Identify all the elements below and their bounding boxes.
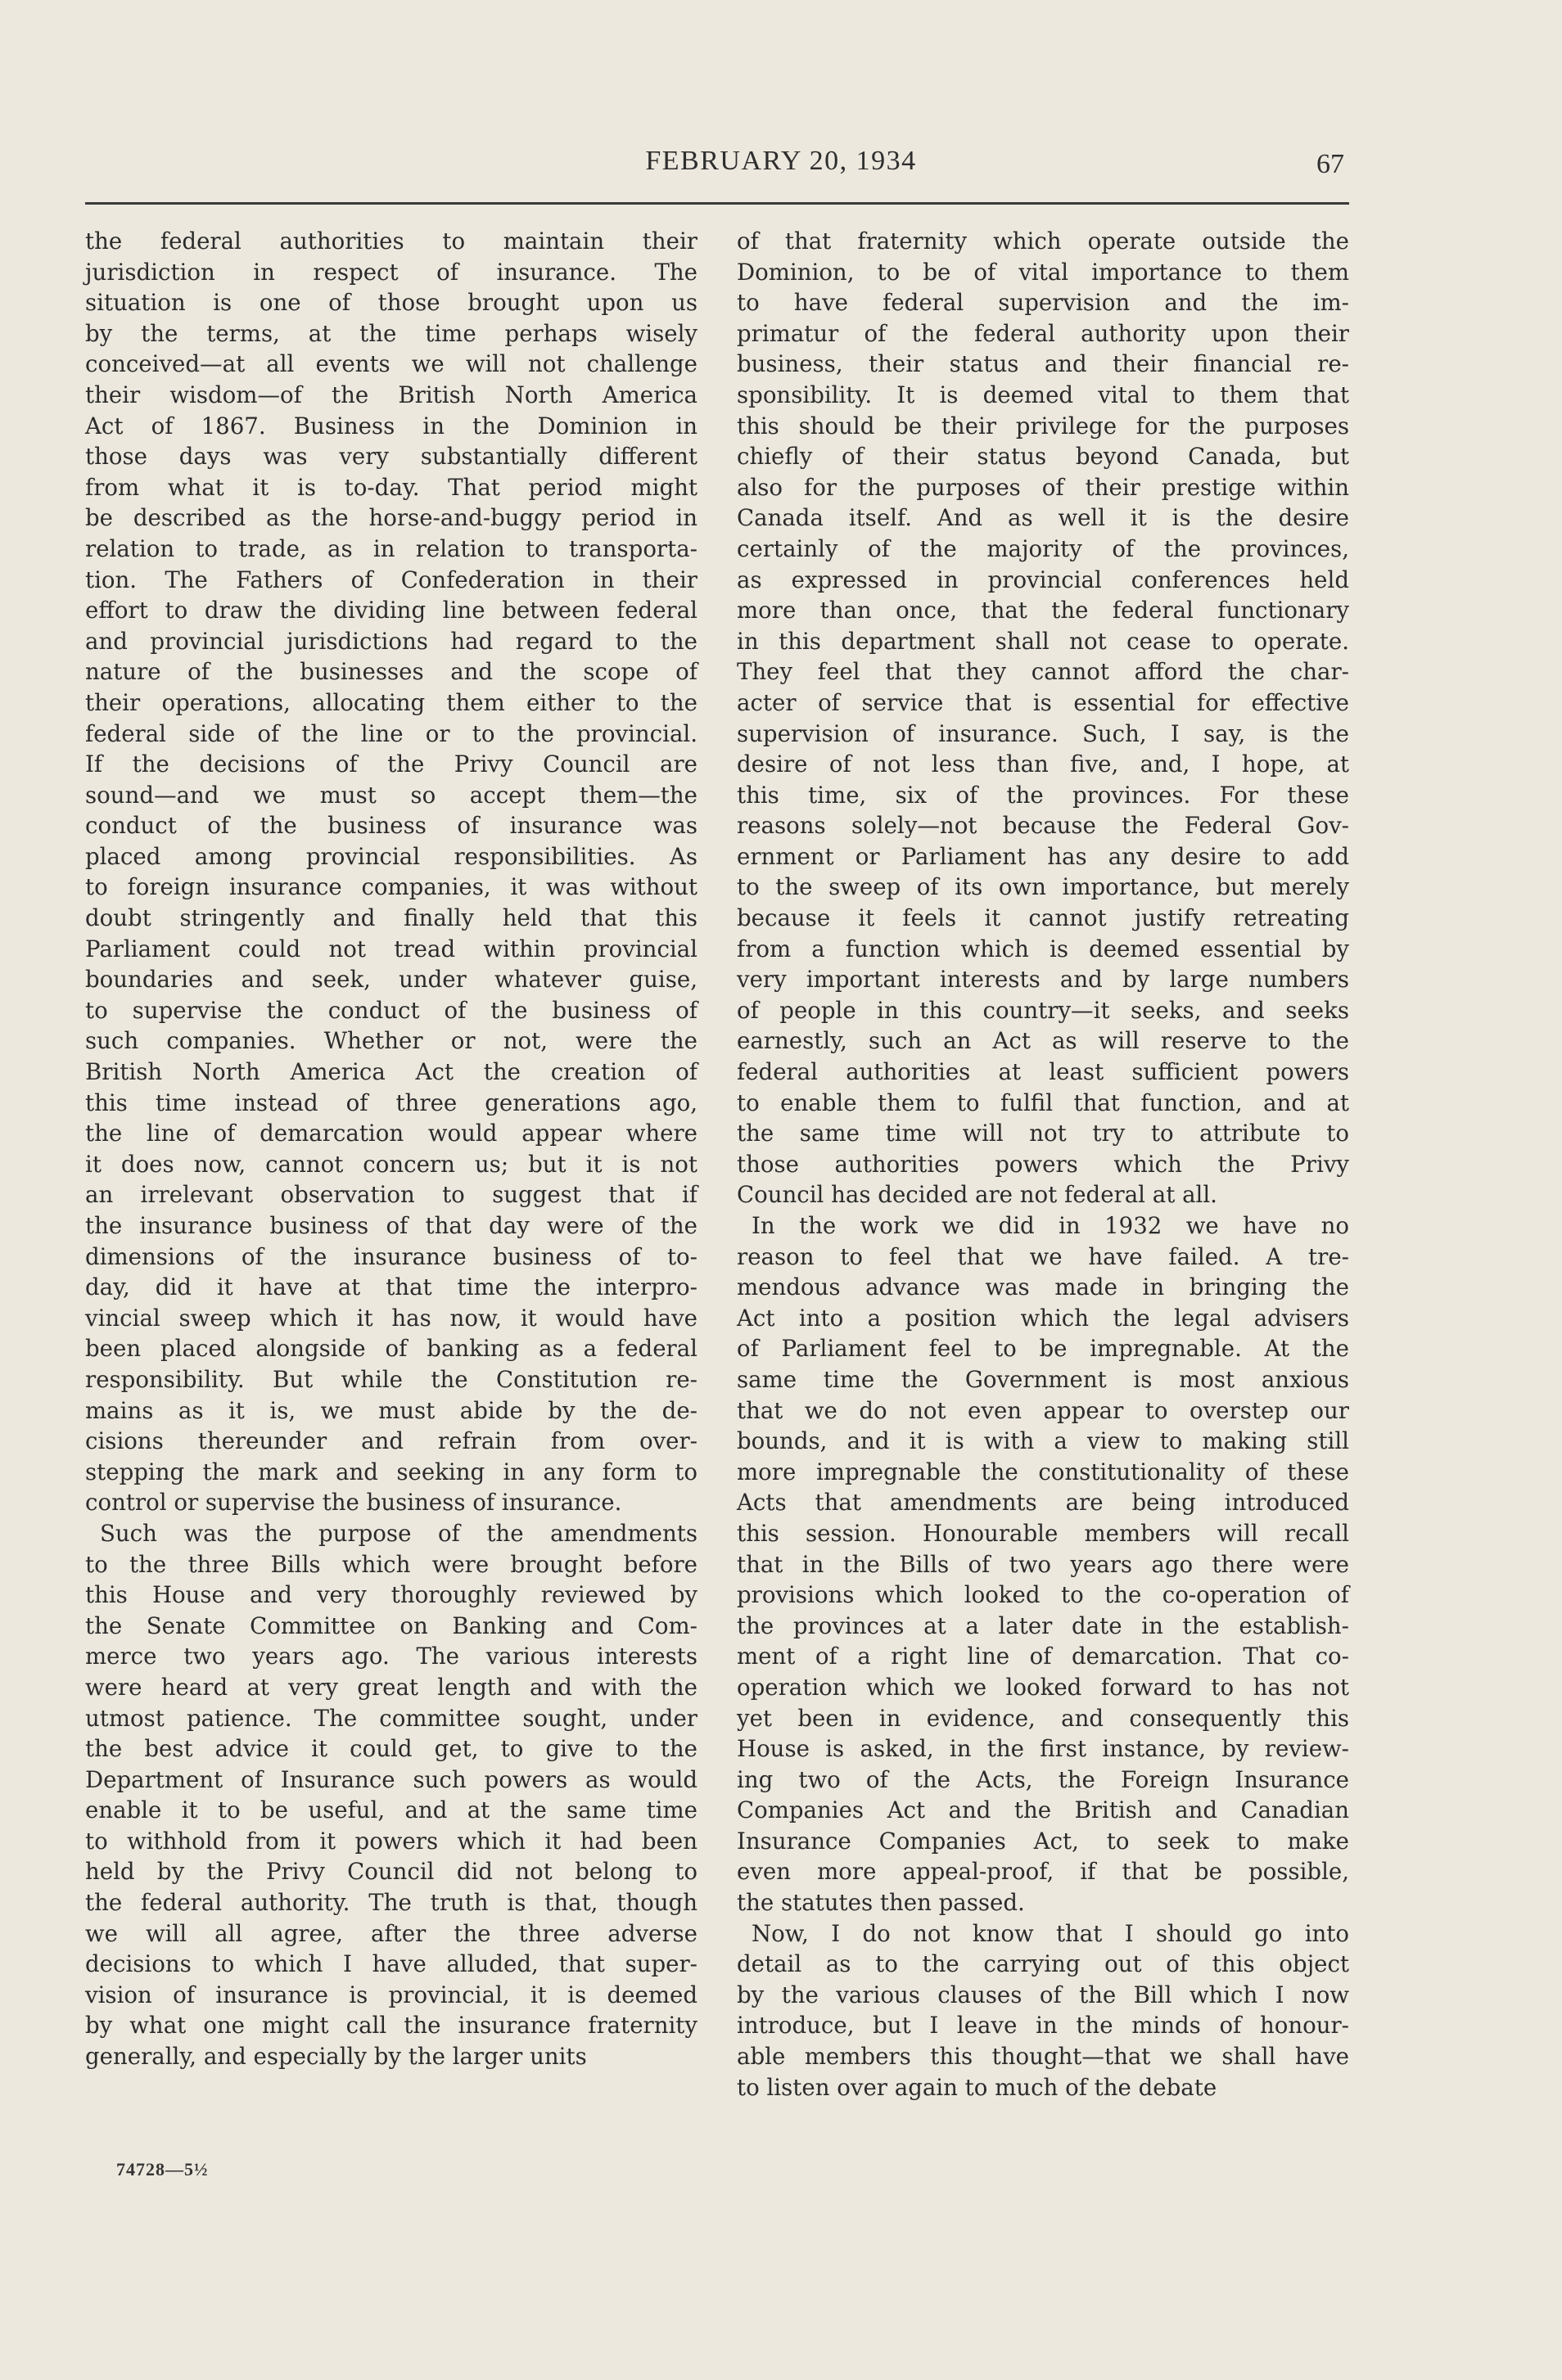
text-line: jurisdiction in respect of insurance. The bbox=[85, 258, 697, 286]
text-line: the Senate Committee on Banking and Com- bbox=[85, 1611, 697, 1639]
text-line: They feel that they cannot afford the char- bbox=[737, 658, 1349, 686]
text-line: yet been in evidence, and consequently this bbox=[737, 1704, 1349, 1732]
text-line: of people in this country—it seeks, and seeks bbox=[737, 996, 1349, 1024]
text-line: this time, six of the provinces. For these bbox=[737, 781, 1349, 809]
text-line: Companies Act and the British and Canadian bbox=[737, 1796, 1349, 1824]
text-line: this House and very thoroughly reviewed by bbox=[85, 1581, 697, 1609]
text-line: boundaries and seek, under whatever guise, bbox=[85, 966, 697, 994]
text-line: it does now, cannot concern us; but it is not bbox=[85, 1150, 697, 1178]
text-line: vincial sweep which it has now, it would have bbox=[85, 1304, 697, 1332]
text-line: Such was the purpose of the amendments bbox=[100, 1519, 697, 1547]
text-line: we will all agree, after the three adverse bbox=[85, 1919, 697, 1947]
text-line: an irrelevant observation to suggest that if bbox=[85, 1181, 697, 1209]
text-line: to the three Bills which were brought before bbox=[85, 1550, 697, 1578]
text-line: Council has decided are not federal at all. bbox=[737, 1181, 1217, 1209]
text-line: their wisdom—of the British North America bbox=[85, 381, 697, 408]
text-line: those days was very substantially different bbox=[85, 443, 697, 471]
text-line: Acts that amendments are being introduced bbox=[737, 1489, 1349, 1517]
text-line: tion. The Fathers of Confederation in their bbox=[85, 566, 697, 593]
text-line: the insurance business of that day were of the bbox=[85, 1212, 697, 1239]
text-line: introduce, but I leave in the minds of honour- bbox=[737, 2012, 1349, 2040]
text-line: to have federal supervision and the im- bbox=[737, 289, 1349, 317]
text-line: control or supervise the business of insurance. bbox=[85, 1489, 622, 1517]
text-line: from what it is to-day. That period might bbox=[85, 473, 697, 501]
text-line: more impregnable the constitutionality of these bbox=[737, 1458, 1349, 1485]
text-line: Dominion, to be of vital importance to them bbox=[737, 258, 1349, 286]
text-line: this should be their privilege for the purposes bbox=[737, 412, 1349, 439]
text-line: held by the Privy Council did not belong to bbox=[85, 1858, 697, 1886]
text-line: more than once, that the federal functionary bbox=[737, 597, 1349, 624]
text-line: Insurance Companies Act, to seek to make bbox=[737, 1827, 1349, 1855]
text-line: chiefly of their status beyond Canada, but bbox=[737, 443, 1349, 471]
text-line: to supervise the conduct of the business of bbox=[85, 996, 697, 1024]
text-line: effort to draw the dividing line between federal bbox=[85, 597, 697, 624]
text-line: as expressed in provincial conferences held bbox=[737, 566, 1349, 593]
text-line: federal authorities at least sufficient powers bbox=[737, 1058, 1349, 1086]
text-line: to foreign insurance companies, it was without bbox=[85, 873, 697, 901]
text-line: House is asked, in the first instance, by review- bbox=[737, 1735, 1349, 1763]
text-line: decisions to which I have alluded, that super- bbox=[85, 1950, 697, 1978]
text-line: that we do not even appear to overstep our bbox=[737, 1396, 1349, 1424]
text-line: been placed alongside of banking as a federal bbox=[85, 1335, 697, 1363]
text-line: by the terms, at the time perhaps wisely bbox=[85, 319, 697, 347]
text-line: able members this thought—that we shall have bbox=[737, 2043, 1349, 2071]
text-line: this session. Honourable members will recall bbox=[737, 1519, 1349, 1547]
text-line: If the decisions of the Privy Council are bbox=[85, 751, 697, 778]
text-line: merce two years ago. The various interests bbox=[85, 1643, 697, 1670]
text-line: of that fraternity which operate outside the bbox=[737, 228, 1349, 255]
text-line: vision of insurance is provincial, it is deemed bbox=[85, 1981, 697, 2008]
text-line: the federal authority. The truth is that, though bbox=[85, 1889, 697, 1917]
text-line: In the work we did in 1932 we have no bbox=[752, 1212, 1349, 1239]
header-rule bbox=[85, 202, 1349, 205]
text-line: be described as the horse-and-buggy period in bbox=[85, 504, 697, 532]
text-line: earnestly, such an Act as will reserve to the bbox=[737, 1027, 1349, 1055]
text-line: were heard at very great length and with the bbox=[85, 1673, 697, 1701]
right-column bbox=[737, 226, 1349, 2103]
text-line: utmost patience. The committee sought, under bbox=[85, 1704, 697, 1732]
text-line: generally, and especially by the larger units bbox=[85, 2043, 587, 2071]
text-line: situation is one of those brought upon us bbox=[85, 289, 697, 317]
text-line: relation to trade, as in relation to transporta- bbox=[85, 534, 697, 562]
text-line: such companies. Whether or not, were the bbox=[85, 1027, 697, 1055]
text-line: ernment or Parliament has any desire to add bbox=[737, 842, 1349, 870]
text-line: mains as it is, we must abide by the de- bbox=[85, 1396, 697, 1424]
text-line: detail as to the carrying out of this object bbox=[737, 1950, 1349, 1978]
text-line: Now, I do not know that I should go into bbox=[752, 1919, 1349, 1947]
text-line: operation which we looked forward to has not bbox=[737, 1673, 1349, 1701]
text-line: the line of demarcation would appear where bbox=[85, 1120, 697, 1147]
text-line: federal side of the line or to the provincial. bbox=[85, 719, 697, 747]
text-line: supervision of insurance. Such, I say, is the bbox=[737, 719, 1349, 747]
text-line: doubt stringently and finally held that this bbox=[85, 904, 697, 932]
text-line: very important interests and by large numbers bbox=[737, 966, 1349, 994]
text-line: nature of the businesses and the scope of bbox=[85, 658, 697, 686]
text-line: to listen over again to much of the debate bbox=[737, 2073, 1217, 2101]
text-line: conceived—at all events we will not challenge bbox=[85, 350, 697, 378]
text-line: primatur of the federal authority upon their bbox=[737, 319, 1349, 347]
page-number: 67 bbox=[1316, 149, 1344, 179]
text-line: because it feels it cannot justify retreating bbox=[737, 904, 1349, 932]
text-line: sound—and we must so accept them—the bbox=[85, 781, 697, 809]
footer-code: 74728—5½ bbox=[116, 2159, 209, 2179]
text-line: same time the Government is most anxious bbox=[737, 1365, 1349, 1393]
text-line: day, did it have at that time the interpro- bbox=[85, 1273, 697, 1301]
text-line: acter of service that is essential for effective bbox=[737, 688, 1349, 716]
text-line: Department of Insurance such powers as would bbox=[85, 1765, 697, 1793]
text-line: certainly of the majority of the provinces, bbox=[737, 534, 1349, 562]
text-line: business, their status and their financial re- bbox=[737, 350, 1349, 378]
text-line: their operations, allocating them either to the bbox=[85, 688, 697, 716]
left-column bbox=[85, 226, 697, 2072]
text-line: conduct of the business of insurance was bbox=[85, 812, 697, 840]
text-line: by the various clauses of the Bill which I now bbox=[737, 1981, 1349, 2008]
text-line: responsibility. But while the Constitution re- bbox=[85, 1365, 697, 1393]
text-line: to the sweep of its own importance, but merely bbox=[737, 873, 1349, 901]
text-line: this time instead of three generations ago, bbox=[85, 1089, 697, 1116]
header-date: FEBRUARY 20, 1934 bbox=[645, 146, 917, 176]
text-line: reason to feel that we have failed. A tre- bbox=[737, 1242, 1349, 1270]
text-line: placed among provincial responsibilities. As bbox=[85, 842, 697, 870]
text-line: desire of not less than five, and, I hope, at bbox=[737, 751, 1349, 778]
text-line: reasons solely—not because the Federal Gov- bbox=[737, 812, 1349, 840]
text-line: cisions thereunder and refrain from over- bbox=[85, 1427, 697, 1455]
text-line: to enable them to fulfil that function, and at bbox=[737, 1089, 1349, 1116]
text-line: by what one might call the insurance fraternity bbox=[85, 2012, 697, 2040]
text-line: that in the Bills of two years ago there were bbox=[737, 1550, 1349, 1578]
text-line: the best advice it could get, to give to the bbox=[85, 1735, 697, 1763]
text-line: the provinces at a later date in the establish- bbox=[737, 1611, 1349, 1639]
text-line: bounds, and it is with a view to making still bbox=[737, 1427, 1349, 1455]
text-line: ing two of the Acts, the Foreign Insurance bbox=[737, 1765, 1349, 1793]
text-line: stepping the mark and seeking in any form to bbox=[85, 1458, 697, 1485]
text-line: and provincial jurisdictions had regard to the bbox=[85, 627, 697, 655]
text-line: of Parliament feel to be impregnable. At the bbox=[737, 1335, 1349, 1363]
text-line: British North America Act the creation of bbox=[85, 1058, 697, 1086]
text-line: Act of 1867. Business in the Dominion in bbox=[85, 412, 697, 439]
text-line: even more appeal-proof, if that be possible, bbox=[737, 1858, 1349, 1886]
text-line: mendous advance was made in bringing the bbox=[737, 1273, 1349, 1301]
text-line: Act into a position which the legal advisers bbox=[737, 1304, 1349, 1332]
text-line: the federal authorities to maintain their bbox=[85, 228, 697, 255]
text-line: the statutes then passed. bbox=[737, 1889, 1025, 1917]
text-line: also for the purposes of their prestige within bbox=[737, 473, 1349, 501]
text-line: sponsibility. It is deemed vital to them that bbox=[737, 381, 1349, 408]
text-line: dimensions of the insurance business of to- bbox=[85, 1242, 697, 1270]
text-line: Parliament could not tread within provincial bbox=[85, 935, 697, 962]
text-line: Canada itself. And as well it is the desire bbox=[737, 504, 1349, 532]
text-line: the same time will not try to attribute to bbox=[737, 1120, 1349, 1147]
text-line: enable it to be useful, and at the same time bbox=[85, 1796, 697, 1824]
text-line: those authorities powers which the Privy bbox=[737, 1150, 1349, 1178]
text-line: in this department shall not cease to operate. bbox=[737, 627, 1349, 655]
text-line: ment of a right line of demarcation. That co- bbox=[737, 1643, 1349, 1670]
text-line: to withhold from it powers which it had been bbox=[85, 1827, 697, 1855]
text-line: provisions which looked to the co-operation of bbox=[737, 1581, 1349, 1609]
text-line: from a function which is deemed essential by bbox=[737, 935, 1349, 962]
